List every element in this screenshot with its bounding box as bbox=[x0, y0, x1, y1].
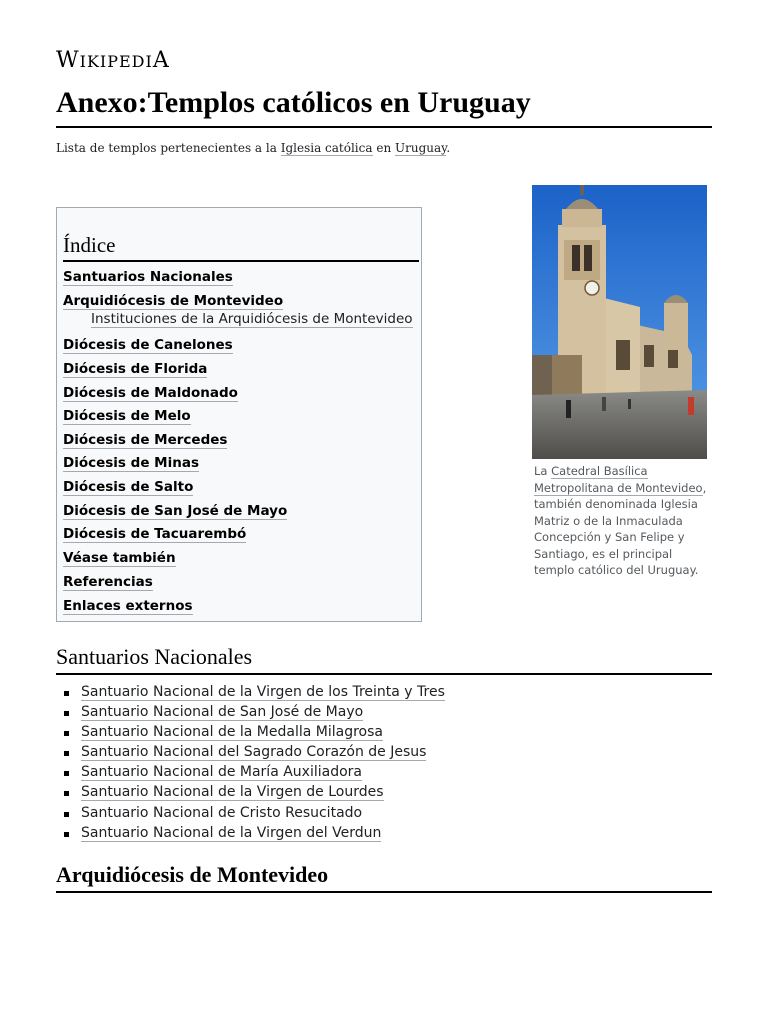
caption-text: , también denominada Iglesia Matriz o de la Inmaculada Concepción y San Felipe y Santiago, es el principal templo católico del Uruguay. bbox=[534, 480, 707, 577]
list-item bbox=[64, 742, 445, 762]
santuario-link[interactable]: Santuario Nacional de la Virgen de los Treinta y Tres bbox=[81, 684, 445, 700]
cathedral-figure bbox=[532, 185, 707, 579]
santuario-link[interactable]: Santuario Nacional de la Medalla Milagrosa bbox=[81, 724, 383, 741]
toc-item-melo[interactable]: Diócesis de Melo bbox=[63, 408, 191, 424]
toc-item-florida[interactable]: Diócesis de Florida bbox=[63, 361, 208, 377]
toc-item-vease-tambien[interactable]: Véase también bbox=[63, 550, 176, 566]
list-item bbox=[64, 823, 445, 843]
toc-item-san-jose[interactable]: Diócesis de San José de Mayo bbox=[63, 503, 288, 519]
page-title: Anexo:Templos católicos en Uruguay bbox=[56, 84, 712, 128]
section-heading-santuarios: Santuarios Nacionales bbox=[56, 643, 712, 675]
santuario-link[interactable]: Santuario Nacional de María Auxiliadora bbox=[81, 764, 362, 781]
list-item bbox=[64, 782, 445, 802]
wordmark-letter: W bbox=[56, 48, 80, 73]
section-heading-arquidiocesis: Arquidiócesis de Montevideo bbox=[56, 861, 712, 893]
list-item bbox=[64, 762, 445, 782]
list-item bbox=[64, 722, 445, 742]
toc-item-canelones[interactable]: Diócesis de Canelones bbox=[63, 337, 233, 353]
wikipedia-wordmark[interactable] bbox=[56, 48, 170, 73]
toc-item-santuarios[interactable]: Santuarios Nacionales bbox=[63, 269, 233, 285]
link-catedral[interactable]: Catedral Basílica Metropolitana de Montevideo bbox=[534, 464, 703, 495]
santuario-link[interactable]: Santuario Nacional de San José de Mayo bbox=[81, 704, 364, 721]
toc-item-salto[interactable]: Diócesis de Salto bbox=[63, 479, 194, 495]
cathedral-photo[interactable] bbox=[532, 185, 707, 459]
toc-title: Índice bbox=[63, 232, 419, 262]
toc-item-enlaces[interactable]: Enlaces externos bbox=[63, 598, 193, 614]
santuario-text: Santuario Nacional de Cristo Resucitado bbox=[81, 804, 363, 821]
list-item bbox=[64, 682, 445, 702]
list-item bbox=[64, 702, 445, 722]
santuario-link[interactable]: Santuario Nacional del Sagrado Corazón de Jesus bbox=[81, 744, 427, 761]
wordmark-middle: IKIPEDI bbox=[79, 52, 153, 71]
santuario-link[interactable]: Santuario Nacional de la Virgen de Lourdes bbox=[81, 784, 384, 801]
toc-item-maldonado[interactable]: Diócesis de Maldonado bbox=[63, 385, 238, 401]
wordmark-letter: A bbox=[152, 48, 170, 73]
intro-paragraph bbox=[56, 141, 450, 155]
list-item bbox=[64, 803, 445, 823]
toc-item-minas[interactable]: Diócesis de Minas bbox=[63, 455, 200, 471]
santuario-link[interactable]: Santuario Nacional de la Virgen del Verdun bbox=[81, 824, 382, 841]
figure-caption bbox=[532, 463, 707, 579]
toc-item-tacuarembo[interactable]: Diócesis de Tacuarembó bbox=[63, 526, 247, 542]
intro-text: en bbox=[372, 141, 395, 155]
table-of-contents bbox=[56, 207, 422, 622]
caption-text: La bbox=[534, 464, 552, 478]
santuarios-list bbox=[64, 682, 445, 843]
intro-text: . bbox=[446, 141, 451, 155]
link-uruguay[interactable]: Uruguay bbox=[395, 141, 447, 155]
link-iglesia-catolica[interactable]: Iglesia católica bbox=[280, 141, 373, 155]
toc-item-mercedes[interactable]: Diócesis de Mercedes bbox=[63, 432, 228, 448]
intro-text: Lista de templos pertenecientes a la bbox=[56, 141, 281, 155]
toc-item-referencias[interactable]: Referencias bbox=[63, 574, 153, 590]
toc-subitem-instituciones[interactable]: Instituciones de la Arquidiócesis de Montevideo bbox=[91, 311, 413, 327]
toc-item-arquidiocesis[interactable]: Arquidiócesis de Montevideo bbox=[63, 293, 284, 309]
